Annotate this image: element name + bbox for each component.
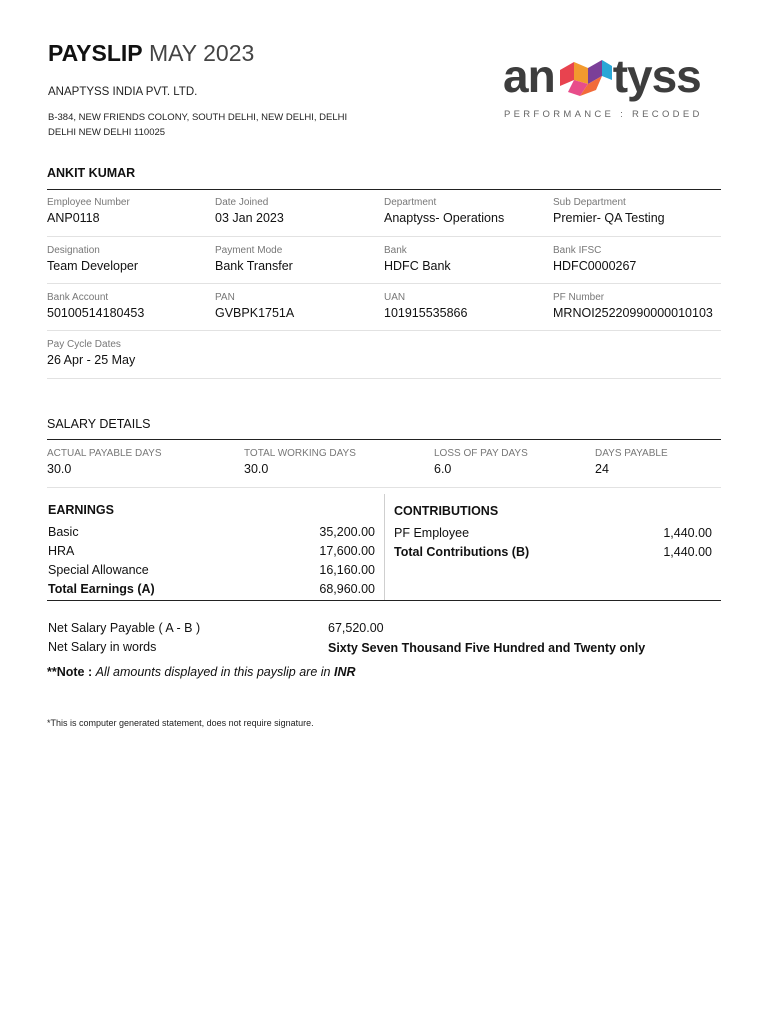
field-value: MRNOI25220990000010103 — [553, 306, 713, 320]
field-label: Bank IFSC — [553, 245, 602, 256]
field-value: HDFC Bank — [384, 259, 451, 273]
field-sub-department — [553, 197, 665, 225]
field-value: Team Developer — [47, 259, 139, 273]
title-month: MAY 2023 — [149, 40, 255, 66]
currency-note — [47, 665, 356, 679]
divider — [47, 189, 721, 190]
net-payable-label: Net Salary Payable ( A - B ) — [48, 621, 201, 635]
earning-amount: 17,600.00 — [319, 544, 375, 558]
note-text: All amounts displayed in this payslip are in — [95, 665, 331, 679]
company-logo — [500, 52, 720, 122]
field-value: HDFC0000267 — [553, 259, 637, 273]
total-earnings-amount: 68,960.00 — [319, 582, 375, 596]
field-uan — [384, 292, 467, 320]
days-label: DAYS PAYABLE — [595, 448, 668, 459]
field-label: UAN — [384, 292, 406, 303]
contribution-label: PF Employee — [394, 526, 470, 540]
days-loss-of-pay — [434, 448, 528, 476]
field-pf-number — [553, 292, 713, 320]
days-actual-payable — [47, 448, 161, 476]
contribution-amount: 1,440.00 — [663, 526, 712, 540]
total-contributions-amount: 1,440.00 — [663, 545, 712, 559]
field-pay-cycle-dates — [47, 339, 135, 367]
field-value: GVBPK1751A — [215, 306, 295, 320]
days-value: 30.0 — [47, 462, 72, 476]
contributions-title: CONTRIBUTIONS — [394, 504, 499, 518]
field-label: PF Number — [553, 292, 605, 303]
field-value: Premier- QA Testing — [553, 211, 665, 225]
days-value: 6.0 — [434, 462, 452, 476]
earning-label: Special Allowance — [48, 563, 149, 577]
salary-section-title: SALARY DETAILS — [47, 417, 151, 431]
field-employee-number — [47, 197, 130, 225]
field-date-joined — [215, 197, 284, 225]
footer-disclaimer: *This is computer generated statement, does not require signature. — [47, 718, 314, 728]
divider — [47, 600, 721, 601]
field-label: Bank Account — [47, 292, 109, 303]
total-contributions-label: Total Contributions (B) — [394, 545, 530, 559]
field-value: 03 Jan 2023 — [215, 211, 284, 225]
earning-label: HRA — [48, 544, 75, 558]
field-value: Anaptyss- Operations — [384, 211, 505, 225]
field-label: Bank — [384, 245, 407, 256]
note-prefix: **Note : — [47, 665, 93, 679]
company-name: ANAPTYSS INDIA PVT. LTD. — [48, 86, 198, 98]
title-bold: PAYSLIP — [48, 40, 143, 66]
days-label: LOSS OF PAY DAYS — [434, 448, 528, 459]
field-label: Date Joined — [215, 197, 269, 208]
field-pan — [215, 292, 294, 320]
days-label: TOTAL WORKING DAYS — [244, 448, 356, 459]
net-words-value: Sixty Seven Thousand Five Hundred and Twenty only — [328, 641, 646, 655]
field-value: 26 Apr - 25 May — [47, 353, 136, 367]
field-label: Pay Cycle Dates — [47, 339, 121, 350]
column-divider — [384, 494, 385, 600]
divider — [47, 439, 721, 440]
field-bank-ifsc — [553, 245, 636, 273]
days-payable — [595, 448, 668, 476]
field-value: ANP0118 — [47, 211, 100, 225]
earning-amount: 35,200.00 — [319, 525, 375, 539]
net-payable-value: 67,520.00 — [328, 621, 384, 635]
field-payment-mode — [215, 245, 293, 273]
employee-name: ANKIT KUMAR — [47, 166, 136, 180]
logo-mark-icon — [556, 56, 614, 100]
net-words-label: Net Salary in words — [48, 640, 157, 654]
logo-text-left: an — [503, 50, 555, 102]
note-currency: INR — [333, 665, 356, 679]
address-line-1: B-384, NEW FRIENDS COLONY, SOUTH DELHI, NEW DELHI, DELHI — [48, 112, 348, 123]
divider — [47, 487, 721, 488]
divider — [47, 330, 721, 331]
days-value: 24 — [595, 462, 609, 476]
field-bank-account — [47, 292, 144, 320]
earning-label: Basic — [48, 525, 79, 539]
divider — [47, 378, 721, 379]
field-value: 101915535866 — [384, 306, 468, 320]
field-department — [384, 197, 504, 225]
days-value: 30.0 — [244, 462, 269, 476]
field-designation — [47, 245, 138, 273]
field-label: Department — [384, 197, 437, 208]
earning-amount: 16,160.00 — [319, 563, 375, 577]
divider — [47, 236, 721, 237]
total-earnings-label: Total Earnings (A) — [48, 582, 155, 596]
field-label: Employee Number — [47, 197, 130, 208]
logo-tagline: PERFORMANCE : RECODED — [504, 109, 703, 120]
address-line-2: DELHI NEW DELHI 110025 — [48, 127, 166, 138]
company-address — [48, 110, 368, 140]
days-label: ACTUAL PAYABLE DAYS — [47, 448, 162, 459]
field-label: PAN — [215, 292, 235, 303]
logo-text-right: tyss — [612, 50, 701, 102]
field-value: Bank Transfer — [215, 259, 293, 273]
days-total-working — [244, 448, 356, 476]
payslip-title — [48, 40, 254, 67]
field-label: Payment Mode — [215, 245, 283, 256]
earnings-title: EARNINGS — [48, 503, 114, 517]
divider — [47, 283, 721, 284]
field-value: 50100514180453 — [47, 306, 145, 320]
field-bank — [384, 245, 451, 273]
field-label: Sub Department — [553, 197, 626, 208]
field-label: Designation — [47, 245, 100, 256]
